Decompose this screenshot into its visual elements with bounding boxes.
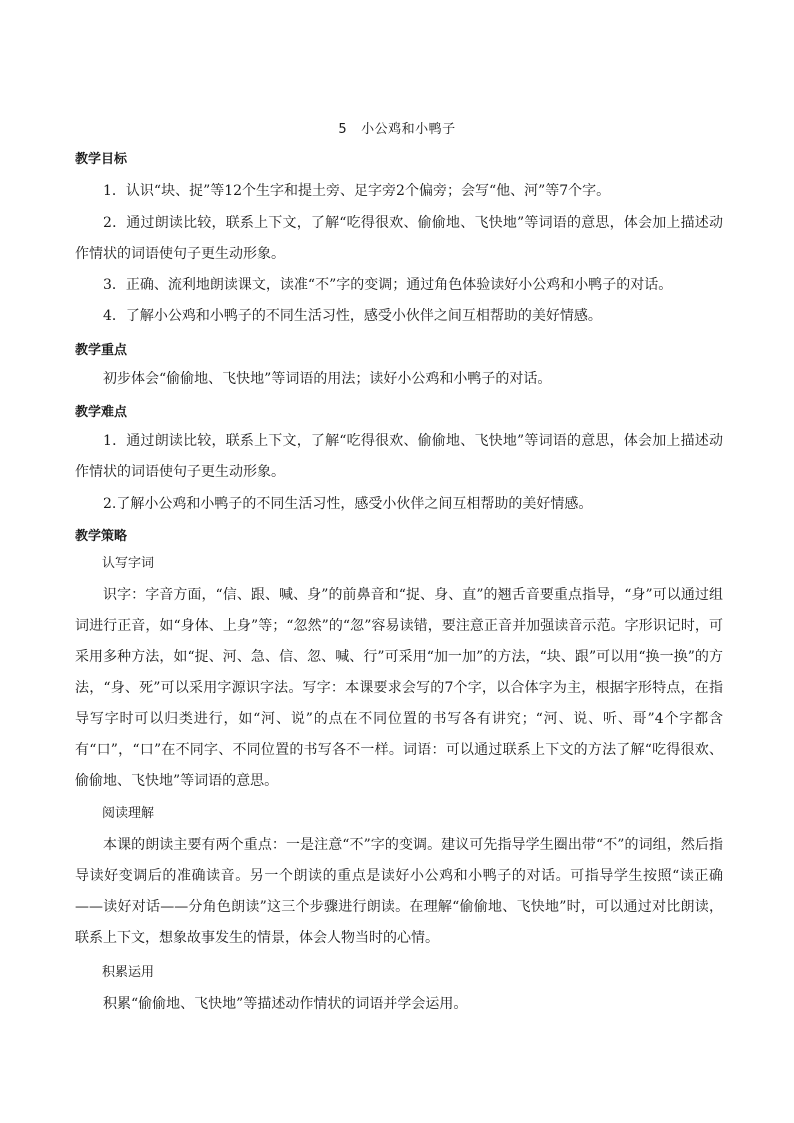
goal-item-2: 2．通过朗读比较，联系上下文，了解“吃得很欢、偷偷地、飞快地”等词语的意思，体会加上描述动作情状的词语使句子更生动形象。	[75, 215, 723, 262]
difficulties-heading: 教学难点	[75, 405, 128, 420]
goal-item-4: 4．了解小公鸡和小鸭子的不同生活习性，感受小伙伴之间互相帮助的美好情感。	[103, 308, 602, 324]
key-points-heading: 教学重点	[75, 343, 128, 358]
application-text: 积累“偷偷地、飞快地”等描述动作情状的词语并学会运用。	[103, 996, 468, 1012]
strategy-heading: 教学策略	[75, 529, 128, 544]
lesson-title-text: 小公鸡和小鸭子	[361, 122, 456, 137]
lesson-title	[0, 121, 794, 139]
words-text: 识字：字音方面，“信、跟、喊、身”的前鼻音和“捉、身、直”的翘舌音要重点指导，“身”可以通过组词进行正音，如“身体、上身”等；“忽然”的“忽”容易读错，要注意正音并加强读音示范。字形识记时，可采用多种方法，如“捉、河、急、信、忽、喊、行”可采用“加一加”的方法，“块、跟”可以用“换一换”的方法，“身、死”可以采用字源识字法。写字：本课要求会写的7个字，以合体字为主，根据字形特点，在指导写字时可以归类进行，如“河、说”的点在不同位置的书写各有讲究；“河、说、听、哥”4个字都含有“口”，“口”在不同字、不同位置的书写各不一样。词语：可以通过联系上下文的方法了解“吃得很欢、偷偷地、飞快地”等词语的意思。	[75, 587, 723, 789]
words-subheading: 认写字词	[102, 556, 155, 571]
application-subheading: 积累运用	[102, 965, 155, 980]
difficulty-item-1: 1．通过朗读比较，联系上下文，了解“吃得很欢、偷偷地、飞快地”等词语的意思，体会加上描述动作情状的词语使句子更生动形象。	[75, 433, 723, 480]
goal-item-3: 3．正确、流利地朗读课文，读准“不”字的变调；通过角色体验读好小公鸡和小鸭子的对话。	[103, 277, 673, 293]
reading-subheading: 阅读理解	[102, 806, 155, 821]
key-points-text: 初步体会“偷偷地、飞快地”等词语的用法；读好小公鸡和小鸭子的对话。	[103, 371, 552, 387]
goal-item-1: 1．认识“块、捉”等12个生字和提土旁、足字旁2个偏旁；会写“他、河”等7个字。	[103, 183, 611, 199]
reading-text: 本课的朗读主要有两个重点：一是注意“不”字的变调。建议可先指导学生圈出带“不”的词组，然后指导读好变调后的准确读音。另一个朗读的重点是读好小公鸡和小鸭子的对话。可指导学生按照“读正确——读好对话——分角色朗读”这三个步骤进行朗读。在理解“偷偷地、飞快地”时，可以通过对比朗读，联系上下文，想象故事发生的情景，体会人物当时的心情。	[75, 837, 723, 946]
goals-heading: 教学目标	[75, 152, 128, 167]
lesson-number: 5	[338, 122, 348, 137]
difficulty-item-2: 2.了解小公鸡和小鸭子的不同生活习性，感受小伙伴之间互相帮助的美好情感。	[103, 496, 593, 512]
